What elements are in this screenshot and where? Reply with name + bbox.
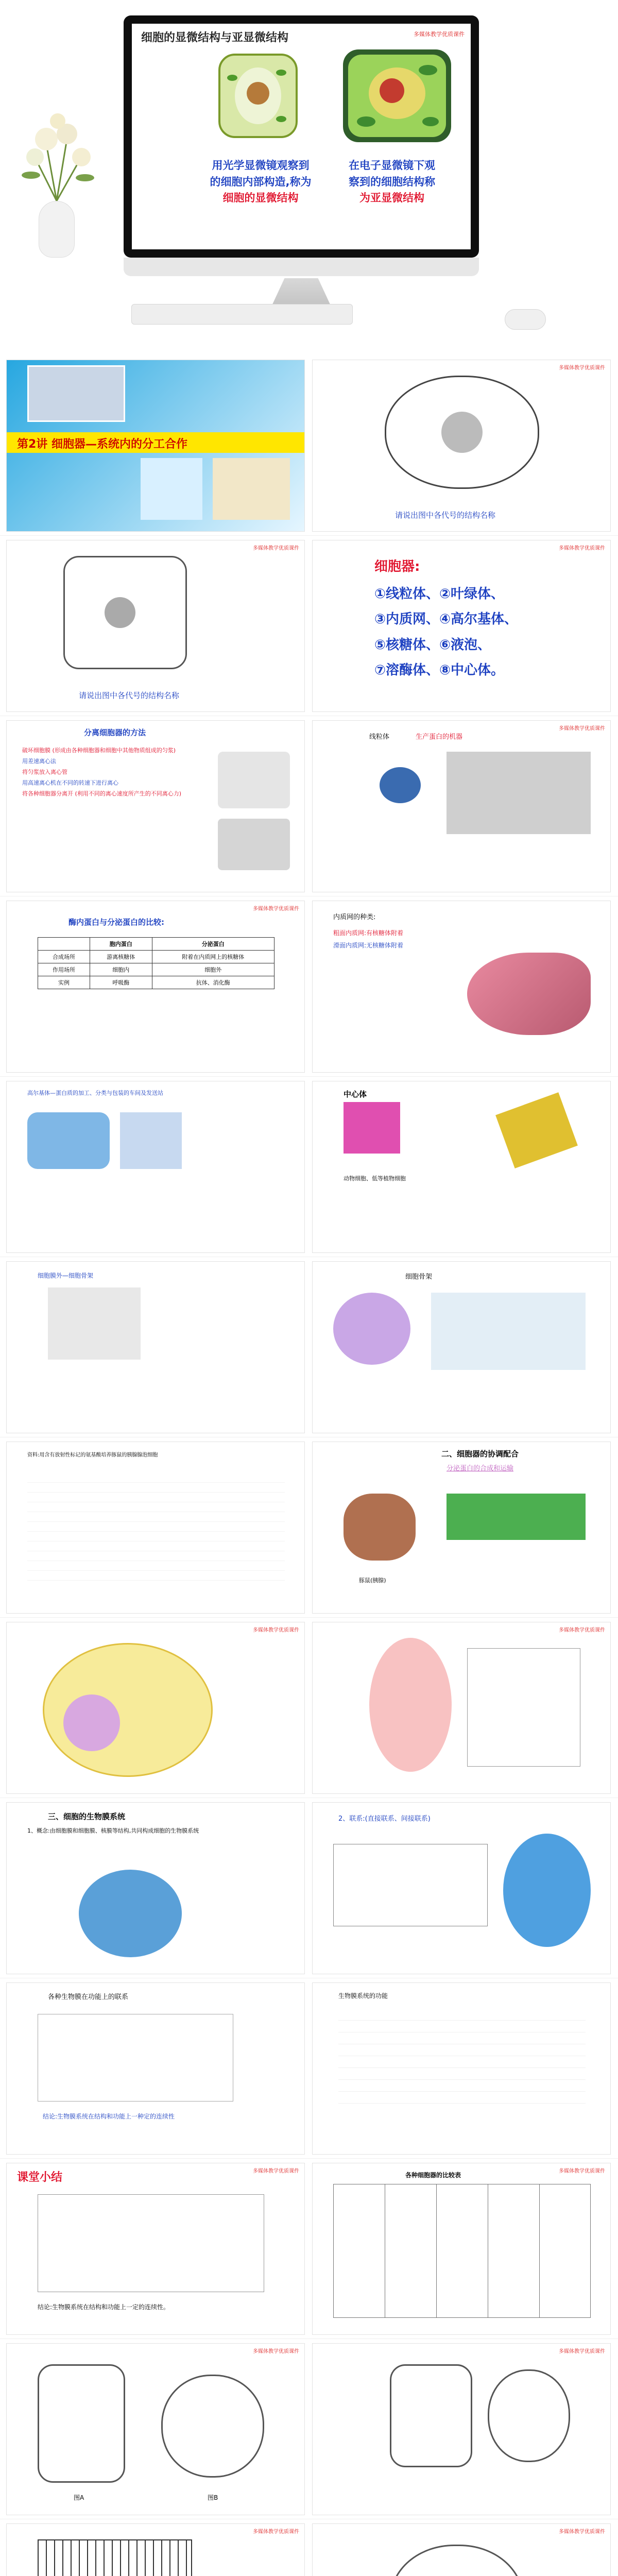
slide-23[interactable] (312, 2163, 611, 2335)
brand-label: 多媒体教学优质课件 (559, 365, 605, 371)
brand-label: 多媒体教学优质课件 (253, 546, 299, 551)
secretory-cell-diagram (369, 1638, 452, 1772)
brand-label: 多媒体教学优质课件 (253, 2529, 299, 2535)
brand-label: 多媒体教学优质课件 (559, 546, 605, 551)
slide-12-title: 细胞膜外—细胞骨架 (38, 1272, 94, 1279)
slide-2[interactable] (6, 360, 305, 532)
photo-tile (213, 458, 290, 520)
separation-steps: 破坏细胞膜 (形成由各种细胞器和细胞中其他物质组成的匀浆) 用差速离心法 将匀浆放入离心管 用高速离心机在不同的转速下进行离心 将各种细胞器分离开 (利用不同的离心速度所产生的不同离心力) (22, 747, 182, 797)
brand-label: 多媒体教学优质课件 (559, 2349, 605, 2354)
linkage-diagram (333, 1844, 488, 1926)
ribosome-model (380, 767, 421, 803)
figure-label-a: 图A (74, 2494, 84, 2501)
centrifuge-image (218, 819, 290, 870)
flowers-icon (15, 103, 98, 201)
brand-label: 多媒体教学优质课件 (253, 1628, 299, 1633)
slide-6-title: 分离细胞器的方法 (84, 728, 146, 737)
car-photo (27, 365, 125, 422)
photo-tile (141, 458, 202, 520)
slide-row (0, 1077, 618, 1257)
slide-4-caption: 请说出图中各代号的结构名称 (79, 691, 180, 700)
slide-row (0, 1978, 618, 2159)
slide-row (0, 896, 618, 1077)
slide-20-title: 各种生物膜在功能上的联系 (48, 1993, 129, 2001)
keyboard-image (131, 304, 353, 325)
slide-5[interactable] (312, 540, 611, 712)
flower-vase-image (10, 103, 103, 258)
slide-8-title: 酶内蛋白与分泌蛋白的比较: (68, 918, 164, 927)
slide-8[interactable] (6, 901, 305, 1073)
slide-22[interactable] (6, 2163, 305, 2335)
membrane-system-diagram (79, 1870, 182, 1957)
left-caption: 用光学显微镜观察到 的细胞内部构造,称为 细胞的显微结构 (210, 159, 312, 204)
slide-row (0, 1257, 618, 1437)
slide-17[interactable] (312, 1622, 611, 1794)
microvilli-diagram (38, 2539, 192, 2576)
slide-18-title: 三、细胞的生物膜系统 (48, 1812, 126, 1821)
slide-6[interactable] (6, 720, 305, 892)
slide-19[interactable] (312, 1802, 611, 1974)
brand-label: 多媒体教学优质课件 (559, 1628, 605, 1633)
mouse-image (505, 309, 546, 330)
slide-2-banner: 第2讲 细胞器—系统内的分工合作 (7, 432, 305, 453)
hero-section (0, 0, 618, 355)
nucleus-shape (63, 1694, 120, 1751)
function-notes (338, 2009, 586, 2112)
slide-21[interactable] (312, 1982, 611, 2155)
slide-26b[interactable] (312, 2523, 611, 2576)
slide-14-title: 资料:用含有放射性标记的氨基酸培养豚鼠的胰腺腺泡细胞 (27, 1452, 158, 1458)
brand-label: 多媒体教学优质课件 (253, 2349, 299, 2354)
slide-3[interactable] (312, 360, 611, 532)
slide-22-conclusion: 结论:生物膜系统在结构和功能上一定的连续性。 (38, 2303, 170, 2311)
organelle-compare-table (333, 2184, 591, 2318)
golgi-model (27, 1112, 110, 1169)
slide-15-title: 二、细胞器的协调配合 (441, 1449, 519, 1459)
figure-label-b: 图B (208, 2494, 218, 2501)
slide-row (0, 2519, 618, 2576)
screen-brand: 多媒体教学优质课件 (414, 31, 465, 38)
centrifuge-image (218, 752, 290, 808)
slide-19-title: 2、联系:(直接联系、间接联系) (338, 1815, 431, 1823)
slide-20[interactable] (6, 1982, 305, 2155)
cytoskeleton-photo (333, 1293, 410, 1365)
slide-12[interactable] (6, 1261, 305, 1433)
monitor-screen (132, 24, 471, 249)
golgi-photo (120, 1112, 182, 1169)
er-3d-model (467, 953, 591, 1035)
slide-16[interactable] (6, 1622, 305, 1794)
slide-row (0, 2159, 618, 2339)
function-flowchart (38, 2014, 233, 2102)
vase-pot (39, 201, 75, 258)
nucleus-shape (441, 412, 483, 453)
electron-microscope-cell-image (338, 44, 456, 147)
slide-10-title: 高尔基体—蛋白质的加工、分类与包装的车间及发送站 (27, 1090, 163, 1096)
nucleus-shape (105, 597, 135, 628)
animal-cell-diagram (161, 2375, 264, 2478)
slide-5-heading: 细胞器: (374, 559, 420, 574)
screen-title: 细胞的显微结构与亚显微结构 (141, 31, 289, 44)
slide-row (0, 355, 618, 536)
slide-15-caption: 豚鼠(胰腺) (359, 1577, 386, 1584)
brand-label: 多媒体教学优质课件 (559, 726, 605, 732)
brand-label: 多媒体教学优质课件 (253, 906, 299, 912)
slide-11[interactable] (312, 1081, 611, 1253)
animal-cell-diagram (488, 2369, 570, 2462)
slide-7[interactable] (312, 720, 611, 892)
guinea-pig-photo (344, 1494, 416, 1561)
slide-26[interactable] (6, 2523, 305, 2576)
slide-13[interactable] (312, 1261, 611, 1433)
slide-23-title: 各种细胞器的比较表 (405, 2172, 461, 2179)
slide-row (0, 1618, 618, 1798)
centrosome-photo (344, 1102, 400, 1154)
slide-9[interactable] (312, 901, 611, 1073)
slide-15[interactable] (312, 1442, 611, 1614)
organelle-list: ①线粒体、②叶绿体、 ③内质网、④高尔基体、 ⑤核糖体、⑥液泡、 ⑦溶酶体、⑧中心体。 (374, 586, 518, 679)
plant-cell-diagram (390, 2364, 472, 2467)
slide-11-note: 动物细胞、低等植物细胞 (344, 1175, 406, 1182)
process-flowchart (467, 1648, 580, 1767)
membrane-photo (503, 1834, 591, 1947)
monitor-frame (124, 15, 479, 258)
summary-diagram (38, 2194, 264, 2292)
brand-label: 多媒体教学优质课件 (559, 2529, 605, 2535)
slide-row (0, 536, 618, 716)
slide-22-title: 课堂小结 (17, 2171, 63, 2184)
slide-row (0, 2339, 618, 2519)
cell-diagram (390, 2545, 524, 2576)
slide-row (0, 1437, 618, 1618)
right-caption: 在电子显微镜下观 察到的细胞结构称 为亚显微结构 (349, 159, 435, 204)
slide-18-line: 1、概念:由细胞膜和细胞膜、核膜等结构,共同构成细胞的生物膜系统 (27, 1827, 199, 1834)
cytoskeleton-model (431, 1293, 586, 1370)
slide-24[interactable] (6, 2343, 305, 2515)
em-photo (447, 752, 591, 834)
slide-3-caption: 请说出图中各代号的结构名称 (395, 511, 496, 520)
brand-label: 多媒体教学优质课件 (253, 2168, 299, 2174)
centriole-model (495, 1092, 578, 1168)
slide-7-label: 生产蛋白的机器 (416, 733, 463, 741)
er-types: 粗面内质网:有核糖体附着 滑面内质网:无核糖体附着 (333, 929, 404, 949)
slides-grid (0, 355, 618, 2576)
protein-compare-table: 胞内蛋白 分泌蛋白 合成场所 游离核糖体 附着在内质网上的核糖体 作用场所 细胞内 细胞外 实例 呼吸酶 抗体、消化酶 (38, 937, 274, 989)
light-microscope-cell-image (209, 47, 307, 145)
brand-label: 多媒体教学优质课件 (559, 2168, 605, 2174)
slide-15-subtitle: 分泌蛋白的合成和运输 (447, 1465, 514, 1472)
slide-25[interactable] (312, 2343, 611, 2515)
slide-11-title: 中心体 (344, 1090, 367, 1099)
cytoskeleton-image (48, 1287, 141, 1360)
slide-row (0, 1798, 618, 1978)
slide-4[interactable] (6, 540, 305, 712)
slide-20-conclusion: 结论:生物膜系统在结构和功能上一种定的连续性 (43, 2113, 175, 2120)
slide-14[interactable] (6, 1442, 305, 1614)
slide-21-title: 生物膜系统的功能 (338, 1992, 388, 1999)
slide-10[interactable] (6, 1081, 305, 1253)
experiment-notes (27, 1473, 285, 1586)
slide-13-title: 细胞骨架 (405, 1273, 433, 1281)
slide-row (0, 716, 618, 896)
plant-cell-diagram (38, 2364, 125, 2483)
slide-18[interactable] (6, 1802, 305, 1974)
slide-7-title: 线粒体 (369, 733, 390, 741)
material-box (447, 1494, 586, 1540)
monitor-chin (124, 258, 479, 276)
slide-9-title: 内质网的种类: (333, 913, 376, 921)
